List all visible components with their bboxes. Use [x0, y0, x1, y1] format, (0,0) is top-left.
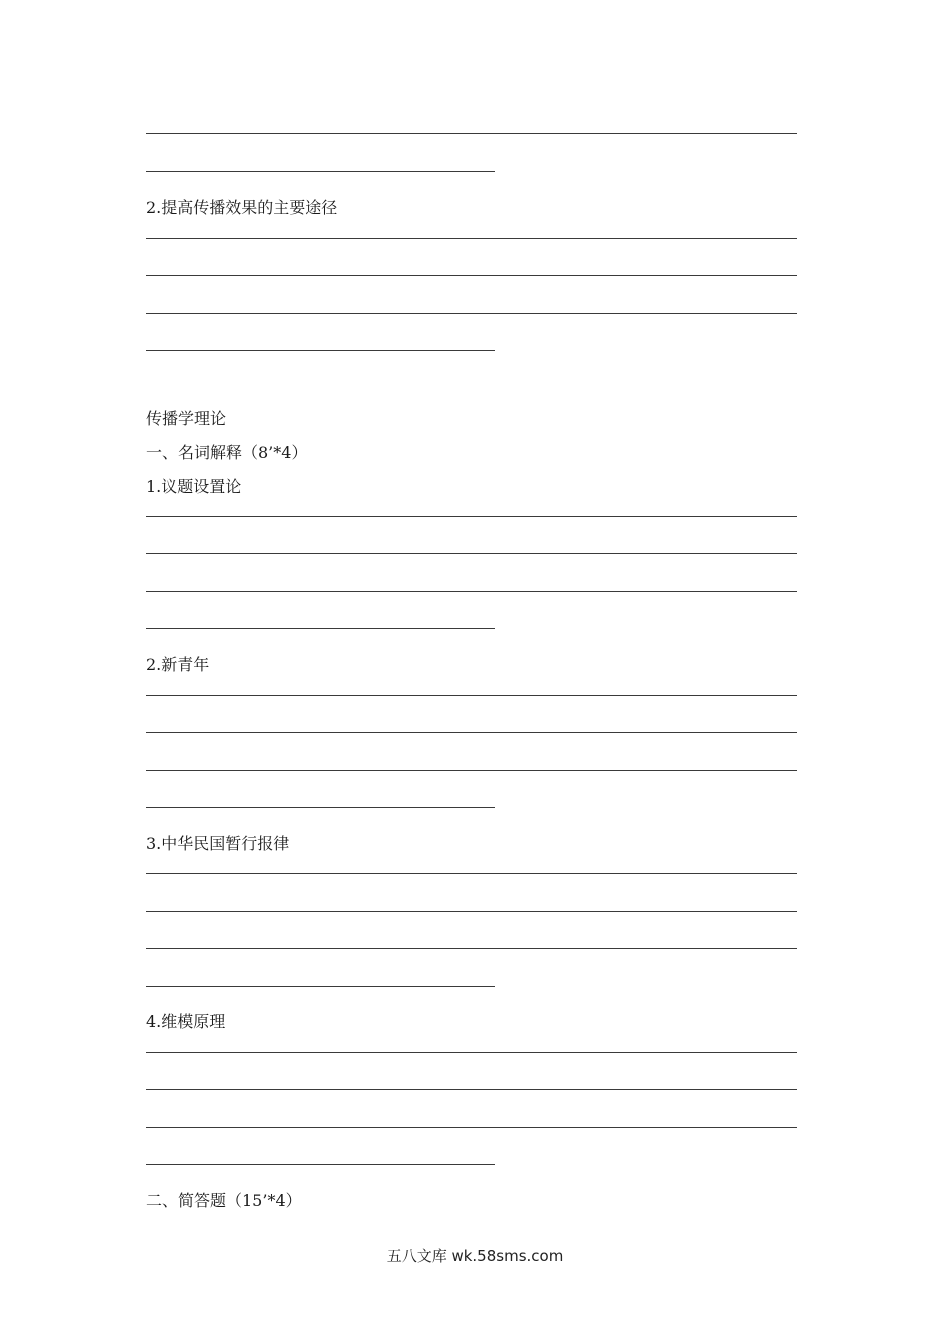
answer-line	[146, 770, 797, 771]
answer-line	[146, 807, 495, 808]
answer-line	[146, 873, 797, 874]
question-label: 2.提高传播效果的主要途径	[146, 198, 338, 217]
answer-line	[146, 1127, 797, 1128]
answer-line	[146, 732, 797, 733]
answer-line	[146, 986, 495, 987]
term-label: 4.维模原理	[146, 1012, 226, 1031]
answer-line	[146, 350, 495, 351]
answer-line	[146, 133, 797, 134]
answer-line	[146, 275, 797, 276]
term-label: 1.议题设置论	[146, 477, 242, 496]
part-heading: 二、简答题（15’*4）	[146, 1191, 302, 1210]
answer-line	[146, 238, 797, 239]
answer-line	[146, 1164, 495, 1165]
answer-line	[146, 628, 495, 629]
answer-line	[146, 516, 797, 517]
answer-line	[146, 948, 797, 949]
answer-line	[146, 911, 797, 912]
section-title: 传播学理论	[146, 409, 227, 428]
answer-line	[146, 313, 797, 314]
answer-line	[146, 695, 797, 696]
footer-watermark: 五八文库 wk.58sms.com	[386, 1247, 564, 1265]
answer-line	[146, 1089, 797, 1090]
part-heading: 一、名词解释（8’*4）	[146, 443, 308, 462]
answer-line	[146, 171, 495, 172]
term-label: 3.中华民国暂行报律	[146, 834, 290, 853]
answer-line	[146, 553, 797, 554]
term-label: 2.新青年	[146, 655, 210, 674]
answer-line	[146, 591, 797, 592]
answer-line	[146, 1052, 797, 1053]
